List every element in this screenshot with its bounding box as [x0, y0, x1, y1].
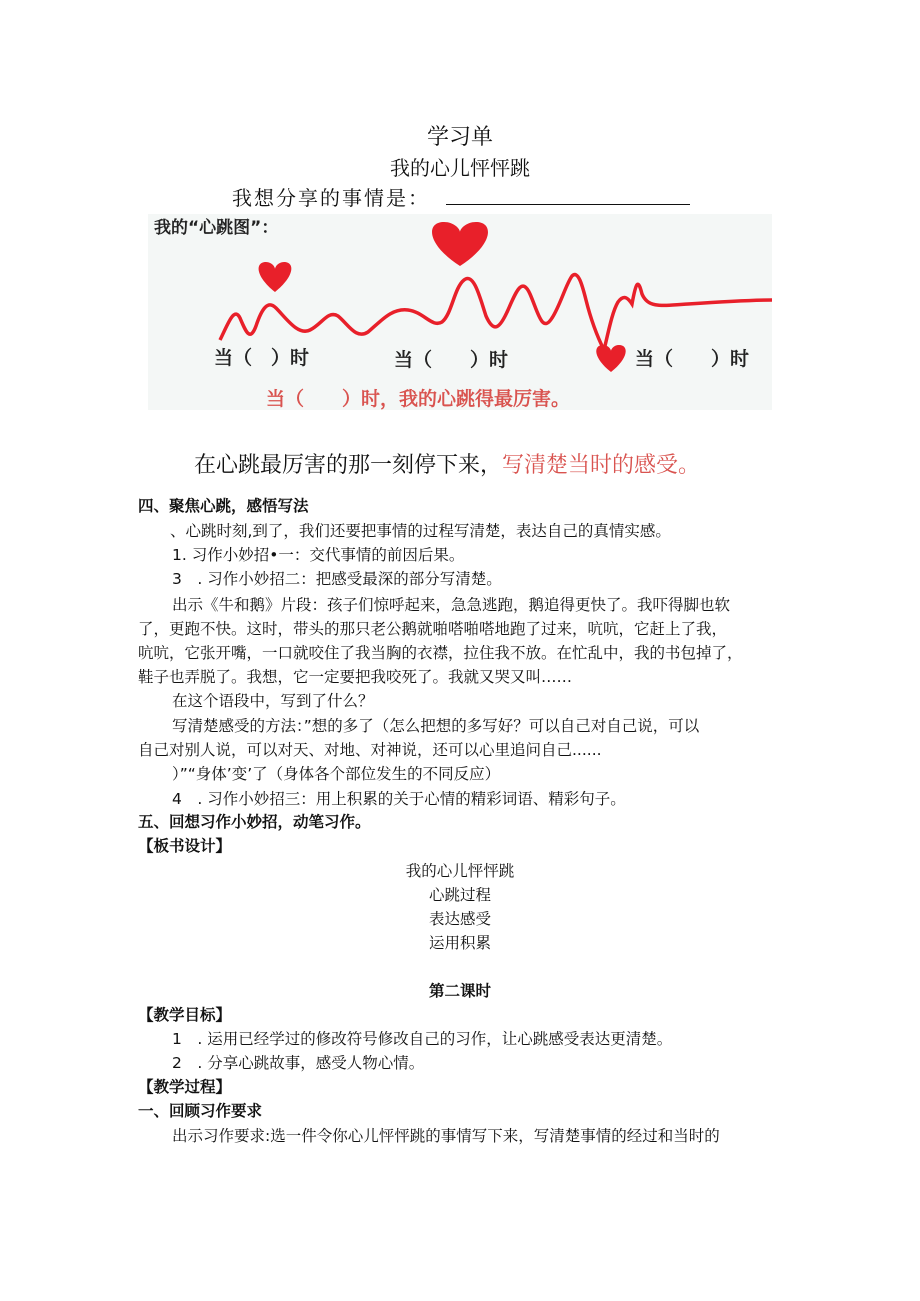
heartbeat-chart-panel — [148, 214, 772, 410]
share-prompt: 我想分享的事情是： — [232, 186, 430, 210]
tip-1: 1. 习作小妙招•一：交代事情的前因后果。 — [172, 546, 465, 564]
highlight-instruction — [194, 448, 700, 479]
excerpt-line-3: 吭吭，它张开嘴，一口就咬住了我当胸的衣襟，拉住我不放。在忙乱中，我的书包掉了， — [138, 644, 743, 662]
step1-heading: 一、回顾习作要求 — [138, 1102, 263, 1120]
blank-label-3: 当（ ）时 — [635, 348, 750, 370]
goal-1: 1 . 运用已经学过的修改符号修改自己的习作，让心跳感受表达更清楚。 — [172, 1030, 673, 1048]
chart-bottom-line: 当（ ）时，我的心跳得最厉害。 — [266, 388, 571, 410]
board-item-1: 我的心儿怦怦跳 — [405, 862, 515, 880]
tip-2: 3 . 习作小妙招二：把感受最深的部分写清楚。 — [172, 570, 502, 588]
blank-label-2: 当（ ）时 — [394, 349, 509, 371]
goals-heading: 【教学目标】 — [138, 1006, 232, 1024]
excerpt-line-2: 了，更跑不快。这时，带头的那只老公鹅就啪嗒啪嗒地跑了过来，吭吭，它赶上了我， — [138, 620, 728, 638]
excerpt-line-1: 出示《牛和鹅》片段：孩子们惊呼起来，急急逃跑，鹅追得更快了。我吓得脚也软 — [172, 596, 731, 614]
section4-heading: 四、聚焦心跳，感悟写法 — [138, 497, 309, 515]
method-line-3: ）”“身体’变’了（身体各个部位发生的不同反应） — [172, 765, 501, 783]
tip-3: 4 . 习作小妙招三：用上积累的关于心情的精彩词语、精彩句子。 — [172, 790, 626, 808]
heart-icon-small — [259, 262, 292, 292]
board-design-heading: 【板书设计】 — [138, 837, 232, 855]
answer-blank-line — [446, 204, 690, 205]
board-item-2: 心跳过程 — [428, 886, 491, 904]
heart-icon-large — [432, 222, 488, 266]
question-line: 在这个语段中，写到了什么？ — [172, 692, 374, 710]
section5-heading: 五、回想习作小妙招，动笔习作。 — [138, 813, 371, 831]
process-heading: 【教学过程】 — [138, 1078, 232, 1096]
step1-text: 出示习作要求:选一件令你心儿怦怦跳的事情写下来，写清楚事情的经过和当时的 — [172, 1127, 720, 1145]
highlight-part-2: 写清楚当时的感受。 — [502, 453, 701, 478]
heartbeat-line — [220, 275, 772, 350]
heart-icon-low — [596, 345, 625, 372]
heartbeat-chart — [148, 214, 772, 410]
chart-label: 我的“心跳图”： — [154, 218, 279, 238]
method-line-1: 写清楚感受的方法：”想的多了（怎么把想的多写好？可以自己对自己说，可以 — [172, 717, 700, 735]
lesson2-title: 第二课时 — [428, 982, 491, 1000]
method-line-2: 自己对别人说，可以对天、对地、对神说，还可以心里追问自己...... — [138, 741, 602, 759]
board-item-3: 表达感受 — [428, 910, 491, 928]
worksheet-subtitle: 我的心儿怦怦跳 — [390, 156, 530, 180]
section4-paragraph: 、心跳时刻,到了，我们还要把事情的过程写清楚，表达自己的真情实感。 — [170, 522, 671, 540]
board-item-4: 运用积累 — [428, 934, 491, 952]
excerpt-line-4: 鞋子也弄脱了。我想，它一定要把我咬死了。我就又哭又叫…… — [138, 668, 573, 686]
highlight-part-1: 在心跳最厉害的那一刻停下来， — [194, 453, 503, 478]
worksheet-title: 学习单 — [426, 125, 493, 150]
blank-label-1: 当（ ）时 — [214, 347, 310, 369]
goal-2: 2 . 分享心跳故事，感受人物心情。 — [172, 1054, 425, 1072]
